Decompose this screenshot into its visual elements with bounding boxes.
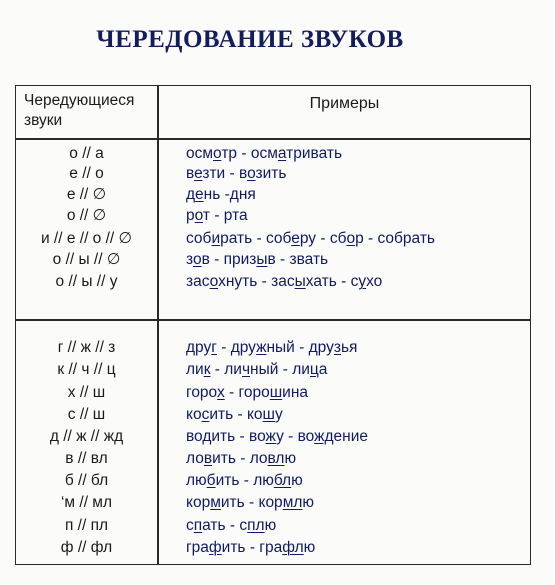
- sound-cell: х // ш: [67, 384, 106, 401]
- sound-cell: д // ж // жд: [49, 428, 124, 445]
- sound-cell: о // а: [69, 145, 104, 162]
- sound-cell: б // бл: [64, 472, 109, 489]
- sound-cell: ‘м // мл: [60, 494, 113, 511]
- header-divider: [16, 138, 530, 140]
- example-cell: везти - возить: [186, 165, 287, 182]
- example-cell: графить - графлю: [186, 539, 316, 556]
- example-cell: водить - вожу - вождение: [186, 428, 369, 445]
- sound-cell: с // ш: [67, 406, 106, 423]
- sound-cell: е // о: [69, 165, 104, 182]
- example-cell: осмотр - осматривать: [186, 145, 343, 162]
- sound-cell: е // ∅: [66, 186, 107, 203]
- example-cell: засохнуть - засыхать - сухо: [186, 273, 383, 290]
- sound-cell: и // е // о // ∅: [40, 230, 133, 247]
- page-title: ЧЕРЕДОВАНИЕ ЗВУКОВ: [96, 26, 404, 53]
- column-divider: [157, 86, 159, 564]
- example-cell: ловить - ловлю: [186, 450, 297, 467]
- sound-cell: о // ∅: [66, 207, 107, 224]
- alternation-table: [15, 85, 531, 565]
- example-cell: косить - кошу: [186, 406, 283, 423]
- example-cell: рот - рта: [186, 207, 248, 224]
- sound-cell: в // вл: [65, 450, 108, 467]
- sound-cell: ф // фл: [60, 539, 113, 556]
- header-sounds: Чередующиеся звуки: [24, 92, 135, 129]
- sound-cell: г // ж // з: [57, 339, 116, 356]
- header-examples: Примеры: [309, 95, 380, 112]
- example-cell: день -дня: [186, 186, 256, 203]
- sound-cell: о // ы // у: [55, 273, 118, 290]
- sound-cell: о // ы // ∅: [52, 251, 121, 268]
- sound-cell: п // пл: [64, 517, 109, 534]
- sound-cell: к // ч // ц: [57, 361, 116, 378]
- example-cell: спать - сплю: [186, 517, 277, 534]
- group-divider: [16, 319, 530, 321]
- example-cell: горох - горошина: [186, 384, 308, 401]
- example-cell: собирать - соберу - сбор - собрать: [186, 230, 435, 247]
- example-cell: друг - дружный - друзья: [186, 339, 358, 356]
- example-cell: лик - личный - лица: [186, 361, 328, 378]
- example-cell: любить - люблю: [186, 472, 303, 489]
- example-cell: кормить - кормлю: [186, 494, 315, 511]
- example-cell: зов - призыв - звать: [186, 251, 329, 268]
